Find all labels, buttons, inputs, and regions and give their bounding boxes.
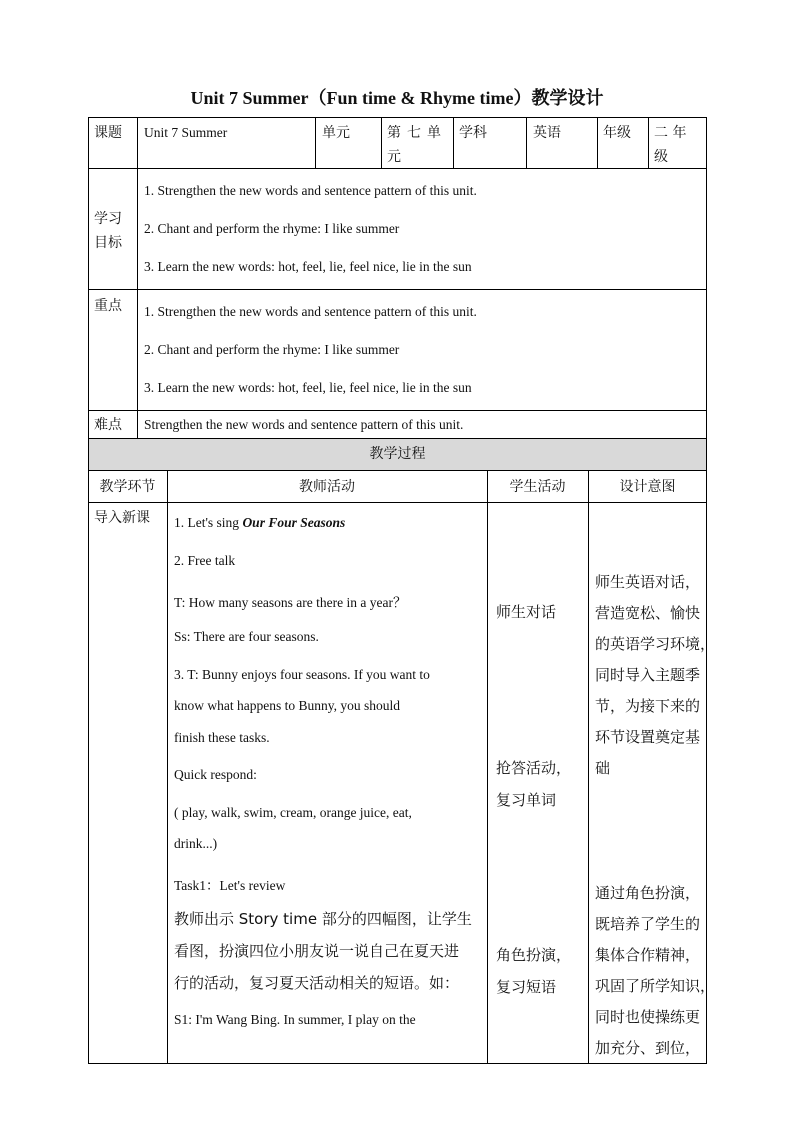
teacher-line: finish these tasks. [174,730,270,745]
grade-label: 年级 [603,125,631,141]
key-point-item: 3. Learn the new words: hot, feel, lie, feel nice, lie in the sun [144,380,472,395]
design-line: 营造宽松、愉快 [595,604,701,622]
teacher-line: drink...) [174,836,218,851]
column-teacher: 教师活动 [299,479,355,495]
teacher-line: know what happens to Bunny, you should [174,698,400,713]
teacher-line: S1: I'm Wang Bing. In summer, I play on the [174,1012,416,1027]
teacher-line: 看图，扮演四位小朋友说一说自己在夏天进 [174,942,460,960]
teacher-line: 2. Free talk [174,553,236,568]
design-line: 节，为接下来的 [595,697,701,715]
teacher-line: Quick respond: [174,767,257,782]
topic-value: Unit 7 Summer [144,125,228,140]
design-line: 的英语学习环境， [595,635,716,653]
objective-item: 3. Learn the new words: hot, feel, lie, feel nice, lie in the sun [144,259,472,274]
design-line: 同时导入主题季 [595,666,701,684]
design-line: 通过角色扮演， [595,884,701,902]
teacher-line: T: How many seasons are there in a year？ [174,595,407,610]
column-student: 学生活动 [509,479,566,495]
teacher-line: 3. T: Bunny enjoys four seasons. If you want to [174,667,430,682]
objective-item: 1. Strengthen the new words and sentence pattern of this unit. [144,183,477,198]
design-line: 同时也使操练更 [595,1008,701,1026]
column-design: 设计意图 [619,479,676,495]
teacher-line: ( play, walk, swim, cream, orange juice, eat, [174,805,412,820]
teacher-line: Task1：Let's review [174,878,286,893]
subject-value: 英语 [533,125,561,141]
key-point-item: 1. Strengthen the new words and sentence pattern of this unit. [144,304,477,319]
grade-value: 二 年 级 [654,125,687,165]
subject-label: 学科 [459,125,487,141]
key-point-item: 2. Chant and perform the rhyme: I like summer [144,342,400,357]
design-line: 加充分、到位， [595,1039,701,1057]
objective-item: 2. Chant and perform the rhyme: I like summer [144,221,400,236]
teacher-line: 行的活动，复习夏天活动相关的短语。如： [174,974,460,992]
sing-prefix: 1. Let's sing [174,515,243,530]
student-activity: 抢答活动， [496,759,572,777]
difficulty-label: 难点 [94,417,122,433]
student-activity: 复习短语 [496,978,557,996]
teacher-line: 教师出示 Story time 部分的四幅图，让学生 [174,910,472,928]
topic-label: 课题 [94,125,122,141]
design-line: 础 [595,759,611,777]
design-line: 师生英语对话， [595,573,701,591]
song-title: Our Four Seasons [242,515,346,530]
key-points-label: 重点 [94,298,122,314]
student-activity: 师生对话 [496,603,557,621]
design-line: 巩固了所学知识， [595,977,716,995]
stage-label: 导入新课 [94,510,150,526]
design-line: 环节设置奠定基 [595,728,701,746]
design-line: 既培养了学生的 [595,915,701,933]
difficulty-text: Strengthen the new words and sentence pattern of this unit. [144,417,464,432]
process-heading: 教学过程 [369,446,426,462]
student-activity: 复习单词 [496,791,557,809]
column-stage: 教学环节 [99,479,156,495]
document-title: Unit 7 Summer（Fun time & Rhyme time）教学设计 [190,88,604,108]
unit-value: 第七单元 [387,125,447,165]
design-line: 集体合作精神， [595,946,701,964]
teacher-line: Ss: There are four seasons. [174,629,319,644]
student-activity: 角色扮演， [496,946,572,964]
objectives-label: 学习目标 [94,211,122,251]
unit-label: 单元 [322,125,350,141]
teacher-line [174,515,345,531]
